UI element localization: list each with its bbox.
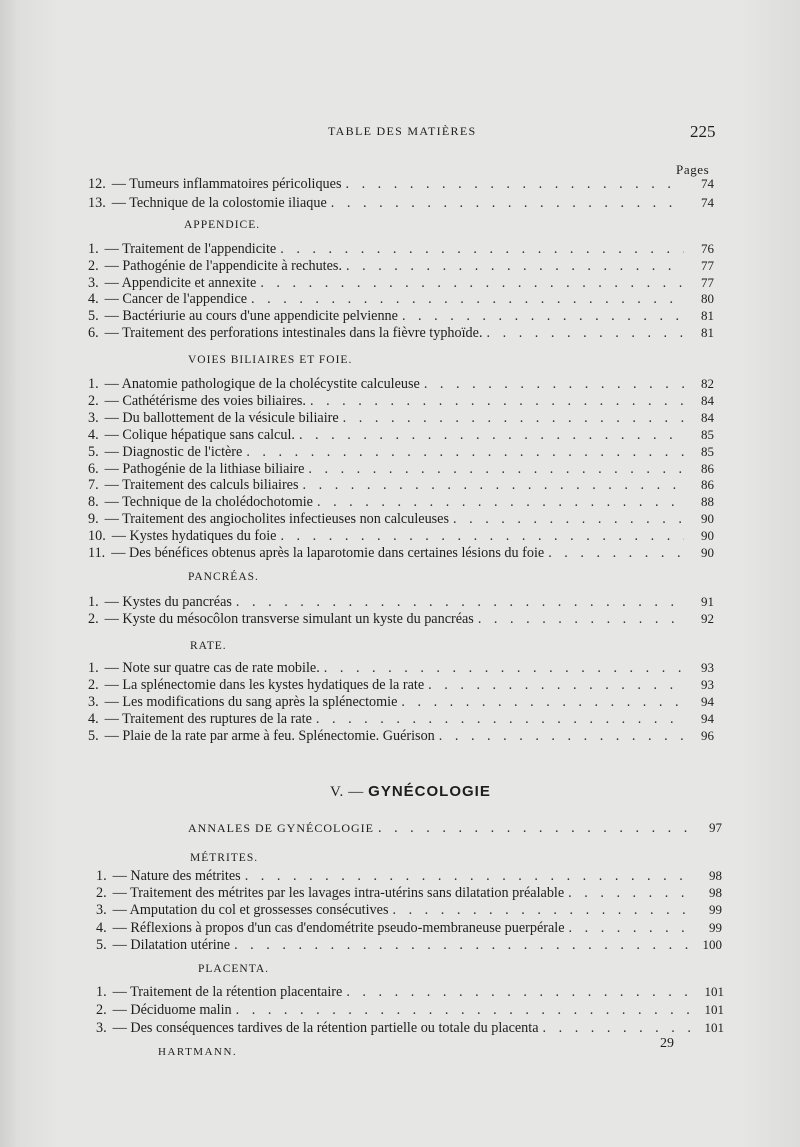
toc-entry [88,195,714,213]
entry-page: 86 [701,477,714,493]
dot-leader [346,258,684,275]
toc-entry [88,728,714,746]
entry-number: 2. [88,610,99,627]
dot-leader [569,920,692,937]
dot-leader [343,410,684,427]
entry-title: — Du ballottement de la vésicule biliaire [104,409,339,426]
entry-number: 10. [88,528,106,545]
toc-entry [96,885,722,903]
entry-page: 85 [701,426,714,442]
chapter-title: GYNÉCOLOGIE [368,783,491,800]
dot-leader [251,291,684,308]
dot-leader [453,511,684,528]
section-heading: RATE. [190,640,227,652]
toc-entry [88,511,714,529]
entry-page: 81 [701,308,714,324]
entry-number: 5. [96,936,107,953]
entry-page: 90 [701,528,714,544]
toc-entry [96,1020,724,1038]
section-heading: APPENDICE. [184,219,261,231]
entry-title: — Tumeurs inflammatoires péricoliques [111,176,342,192]
entry-number: 6. [88,460,99,477]
entry-title: — Appendicite et annexite [104,274,257,291]
pages-column-label: Pages [676,162,710,177]
dot-leader [424,376,684,393]
toc-entry [88,308,714,326]
entry-title: — Traitement de l'appendicite [104,241,277,257]
entry-page: 97 [709,820,722,835]
entry-title: — Cathétérisme des voies biliaires. [104,392,306,409]
entry-page: 92 [701,610,714,626]
entry-number: 2. [88,257,99,274]
toc-entry [88,694,714,712]
dot-leader [439,728,684,745]
dot-leader [303,477,685,494]
entry-title: — Traitement de la rétention placentaire [112,984,343,1000]
toc-entry [88,241,714,259]
entry-page: 90 [701,545,714,560]
entry-number: 3. [88,694,99,710]
dot-leader [308,461,684,478]
section-heading: PLACENTA. [198,963,270,975]
entry-page: 93 [701,660,714,675]
entry-number: 6. [88,325,99,341]
entry-page: 101 [704,984,724,999]
entry-number: 4. [88,426,99,443]
entry-page: 100 [702,936,722,952]
dot-leader [487,325,685,342]
toc-entry [88,677,714,695]
entry-number: 5. [88,443,99,460]
section-heading: VOIES BILIAIRES ET FOIE. [188,354,353,366]
entry-page: 94 [701,694,714,709]
entry-page: 82 [701,376,714,391]
dot-leader [428,677,684,694]
dot-leader [245,868,692,885]
toc-entry [96,868,722,886]
entry-title: — Plaie de la rate par arme à feu. Splénectomie. Guérison [104,728,435,744]
entry-page: 101 [704,1002,724,1017]
entry-title: — Des conséquences tardives de la rétention partielle ou totale du placenta [112,1020,539,1036]
entry-title: — Les modifications du sang après la splénectomie [104,694,398,710]
dot-leader [317,494,684,511]
section-heading: PANCRÉAS. [188,571,259,583]
toc-entry [88,444,714,462]
entry-page: 96 [701,728,714,743]
toc-entry [88,461,714,479]
entry-title: — Amputation du col et grossesses consécutives [112,902,389,919]
toc-entry [88,258,714,276]
entry-number: 1. [88,241,99,257]
entry-title: — Réflexions à propos d'un cas d'endométrite pseudo-membraneuse puerpérale [112,919,565,936]
dot-leader [236,1002,694,1019]
dot-leader [246,444,684,461]
toc-entry [96,902,722,920]
dot-leader [548,545,684,562]
entry-page: 91 [701,594,714,609]
page-number: 225 [690,122,716,141]
annales-label: ANNALES DE GYNÉCOLOGIE [188,821,374,835]
toc-entry [88,427,714,445]
entry-title: — Kyste du mésocôlon transverse simulant un kyste du pancréas [104,610,474,627]
entry-number: 5. [88,728,99,744]
dot-leader [568,885,692,902]
annales-entry [188,820,722,838]
entry-title: — Dilatation utérine [112,936,231,953]
toc-entry [88,594,714,612]
dot-leader [260,275,684,292]
footer-signature-number: 29 [660,1036,674,1051]
dot-leader [331,195,684,212]
entry-page: 86 [701,460,714,476]
dot-leader [280,241,684,258]
dot-leader [299,427,684,444]
entry-title: — Anatomie pathologique de la cholécystite calculeuse [104,376,420,392]
toc-entry [88,711,714,729]
entry-page: 99 [709,902,722,918]
entry-number: 2. [96,1002,107,1018]
dot-leader [236,594,684,611]
entry-number: 1. [88,376,99,392]
entry-page: 93 [701,677,714,692]
entry-number: 1. [96,984,107,1000]
toc-entry [96,920,722,938]
entry-page: 85 [701,443,714,459]
toc-entry [88,660,714,678]
entry-number: 2. [96,885,107,902]
entry-title: — Kystes du pancréas [104,594,232,610]
entry-number: 3. [88,274,99,291]
dot-leader [316,711,684,728]
toc-entry [96,937,722,955]
entry-number: 11. [88,545,106,561]
footer-author: HARTMANN. [158,1046,238,1058]
entry-number: 3. [96,1020,107,1036]
entry-page: 81 [701,325,714,340]
entry-title: — La splénectomie dans les kystes hydatiques de la rate [104,677,425,693]
dot-leader [324,660,684,677]
entry-number: 8. [88,494,99,511]
chapter-heading [330,783,491,801]
toc-entry [88,410,714,428]
toc-entry [88,325,714,343]
entry-title: — Technique de la cholédochotomie [104,494,313,511]
entry-number: 9. [88,511,99,528]
entry-page: 98 [709,868,722,883]
toc-entry [88,528,714,546]
entry-number: 4. [96,919,107,936]
toc-entry [96,1002,724,1020]
entry-title: — Des bénéfices obtenus après la laparotomie dans certaines lésions du foie [111,545,545,561]
entry-title: — Traitement des angiocholites infectieuses non calculeuses [104,511,449,528]
entry-number: 4. [88,711,99,727]
chapter-prefix: V. — [330,784,364,800]
section-heading: MÉTRITES. [190,852,259,864]
entry-number: 5. [88,308,99,325]
toc-entry [88,494,714,512]
dot-leader [345,176,684,193]
toc-entry [88,176,714,194]
entry-page: 74 [701,176,714,191]
entry-number: 1. [96,868,107,884]
entry-number: 1. [88,660,99,676]
entry-title: — Note sur quatre cas de rate mobile. [104,660,320,676]
entry-title: — Traitement des métrites par les lavages intra-utérins sans dilatation préalable [112,885,565,902]
dot-leader [310,393,684,410]
toc-entry [88,275,714,293]
toc-entry [88,545,714,563]
entry-page: 84 [701,409,714,425]
entry-title: — Nature des métrites [112,868,241,884]
entry-title: — Pathogénie de l'appendicite à rechutes. [104,257,342,274]
entry-title: — Traitement des ruptures de la rate [104,711,312,727]
entry-page: 84 [701,392,714,408]
entry-number: 1. [88,594,99,610]
toc-entry [88,291,714,309]
entry-page: 88 [701,494,714,510]
entry-page: 98 [709,885,722,901]
dot-leader [402,308,684,325]
entry-page: 76 [701,241,714,256]
entry-page: 99 [709,919,722,935]
dot-leader [346,984,694,1001]
entry-page: 101 [704,1020,724,1035]
entry-page: 94 [701,711,714,726]
entry-number: 2. [88,677,99,693]
entry-number: 3. [96,902,107,919]
entry-page: 77 [701,257,714,273]
toc-entry [88,393,714,411]
dot-leader [401,694,684,711]
entry-title: — Colique hépatique sans calcul. [104,426,295,443]
toc-entry [88,611,714,629]
dot-leader [234,937,692,954]
entry-number: 2. [88,392,99,409]
dot-leader [543,1020,695,1037]
entry-page: 74 [701,194,714,210]
entry-number: 4. [88,291,99,308]
entry-title: — Traitement des perforations intestinales dans la fièvre typhoïde. [104,325,483,341]
entry-title: — Bactériurie au cours d'une appendicite pelvienne [104,308,398,325]
dot-leader [478,611,684,628]
toc-entry [88,376,714,394]
toc-entry [88,477,714,495]
dot-leader [280,528,684,545]
entry-number: 7. [88,477,99,494]
dot-leader [378,820,692,837]
entry-number: 3. [88,409,99,426]
entry-title: — Technique de la colostomie iliaque [111,194,327,211]
entry-title: — Pathogénie de la lithiase biliaire [104,460,305,477]
toc-entry [96,984,724,1002]
entry-title: — Kystes hydatiques du foie [111,528,277,545]
entry-title: — Traitement des calculs biliaires [104,477,299,494]
dot-leader [392,902,692,919]
entry-title: — Diagnostic de l'ictère [104,443,243,460]
entry-number: 13. [88,194,106,211]
entry-number: 12. [88,176,106,192]
entry-page: 77 [701,274,714,290]
entry-title: — Cancer de l'appendice [104,291,248,308]
entry-page: 80 [701,291,714,307]
entry-page: 90 [701,511,714,527]
running-title: TABLE DES MATIÈRES [328,124,477,138]
entry-title: — Déciduome malin [112,1002,232,1018]
